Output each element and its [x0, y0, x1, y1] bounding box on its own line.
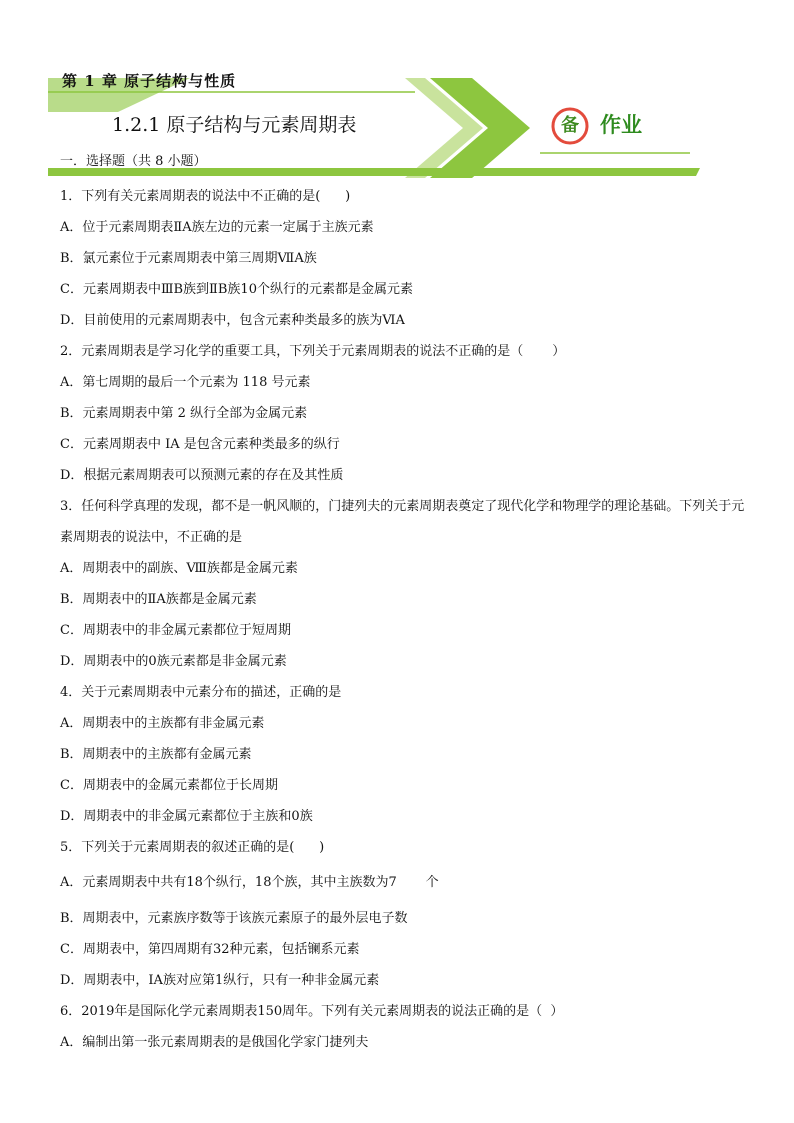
option-c: C．周期表中，第四周期有32种元素，包括镧系元素 [60, 942, 360, 957]
option-b: B．周期表中，元素族序数等于该族元素原子的最外层电子数 [60, 911, 408, 926]
option-d: D．目前使用的元素周期表中，包含元素种类最多的族为ⅥA [60, 313, 405, 328]
banner-bottom-band [48, 168, 700, 176]
question-2 [60, 336, 750, 491]
lesson-title: 1.2.1 原子结构与元素周期表 [112, 114, 357, 136]
question-stem: 3．任何科学真理的发现，都不是一帆风顺的，门捷列夫的元素周期表奠定了现代化学和物理学的理论基础。下列关于元素周期表的说法中，不正确的是 [60, 499, 745, 545]
option-a: A．位于元素周期表ⅡA族左边的元素一定属于主族元素 [60, 220, 374, 235]
question-stem: 6．2019年是国际化学元素周期表150周年。下列有关元素周期表的说法正确的是（ ） [60, 1004, 564, 1019]
question-list [60, 181, 750, 1058]
question-6 [60, 996, 750, 1058]
option-b: B．元素周期表中第 2 纵行全部为金属元素 [60, 406, 308, 421]
option-a: A．周期表中的主族都有非金属元素 [60, 716, 265, 731]
question-stem: 2．元素周期表是学习化学的重要工具，下列关于元素周期表的说法不正确的是（ ） [60, 344, 566, 359]
option-a: A．编制出第一张元素周期表的是俄国化学家门捷列夫 [60, 1035, 369, 1050]
option-b: B．周期表中的主族都有金属元素 [60, 747, 252, 762]
question-1 [60, 181, 750, 336]
option-c: C．元素周期表中ⅢB族到ⅡB族10个纵行的元素都是金属元素 [60, 282, 413, 297]
question-5 [60, 832, 750, 996]
option-d: D．周期表中，ⅠA族对应第1纵行，只有一种非金属元素 [60, 973, 380, 988]
section-title: 一．选择题（共 8 小题） [60, 154, 207, 169]
option-d: D．周期表中的非金属元素都位于主族和0族 [60, 809, 313, 824]
question-stem: 4．关于元素周期表中元素分布的描述，正确的是 [60, 685, 342, 700]
header-banner [0, 0, 794, 185]
option-d: D．周期表中的0族元素都是非金属元素 [60, 654, 287, 669]
chapter-heading: 第 1 章 原子结构与性质 [62, 72, 237, 90]
option-a: A．元素周期表中共有18个纵行，18个族，其中主族数为7 个 [60, 875, 439, 890]
badge-label: 作业 [600, 113, 642, 137]
option-b: B．周期表中的ⅡA族都是金属元素 [60, 592, 257, 607]
question-stem: 5．下列关于元素周期表的叙述正确的是( ) [60, 840, 325, 855]
option-d: D．根据元素周期表可以预测元素的存在及其性质 [60, 468, 344, 483]
question-3 [60, 491, 750, 677]
question-4 [60, 677, 750, 832]
badge-character: 备 [561, 115, 579, 136]
option-c: C．元素周期表中 IA 是包含元素种类最多的纵行 [60, 437, 340, 452]
option-b: B．氯元素位于元素周期表中第三周期ⅦA族 [60, 251, 317, 266]
question-stem: 1．下列有关元素周期表的说法中不正确的是( ) [60, 189, 351, 204]
option-c: C．周期表中的金属元素都位于长周期 [60, 778, 278, 793]
option-a: A．第七周期的最后一个元素为 118 号元素 [60, 375, 311, 390]
option-c: C．周期表中的非金属元素都位于短周期 [60, 623, 291, 638]
option-a: A．周期表中的副族、Ⅷ族都是金属元素 [60, 561, 298, 576]
